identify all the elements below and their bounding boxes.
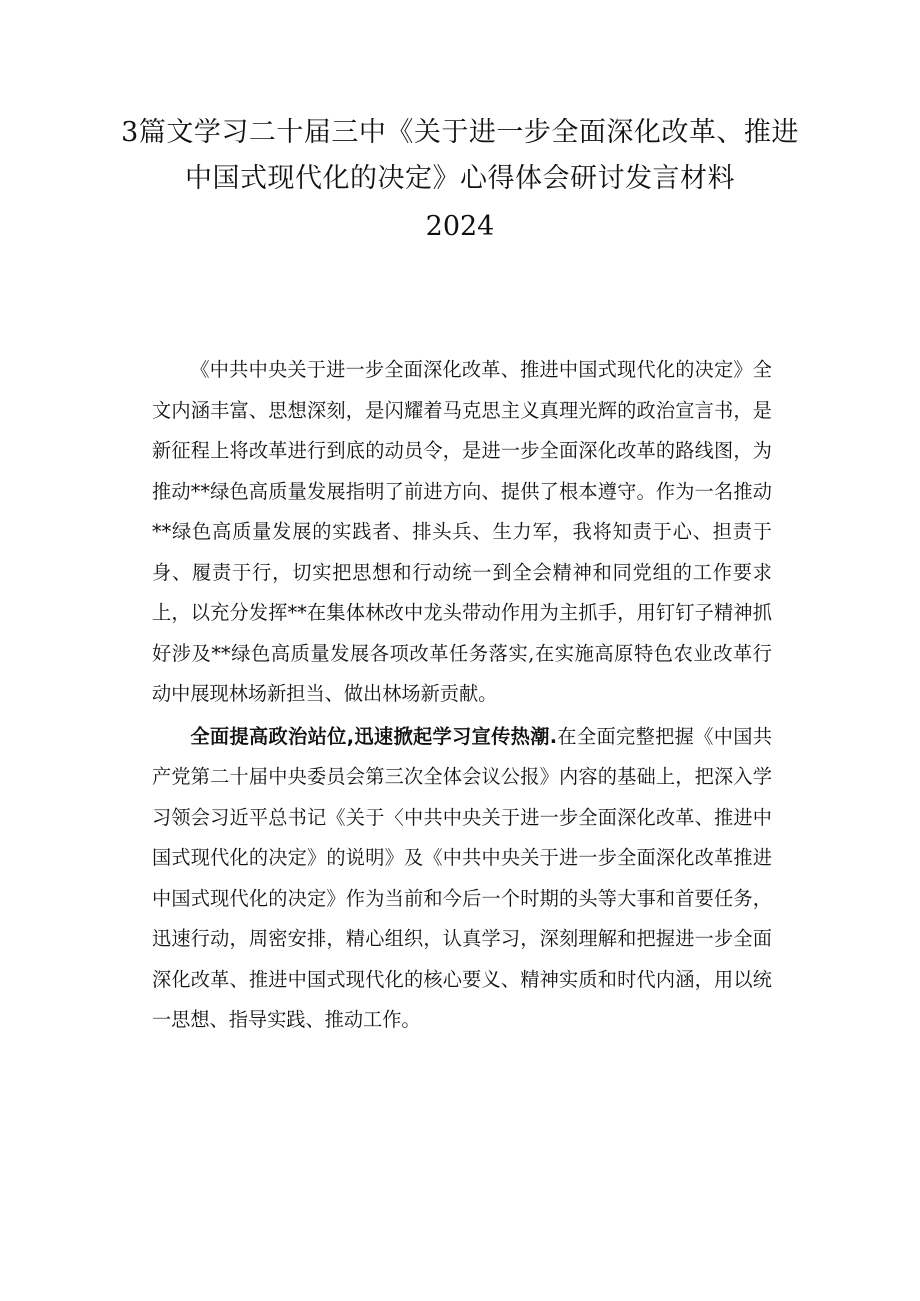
title-line-2: 中国式现代化的决定》心得体会研讨发言材料	[185, 163, 735, 194]
document-body	[152, 350, 772, 1041]
paragraph-lead: 全面提高政治站位,迅速掀起学习宣传热潮.	[190, 724, 558, 748]
paragraph-political-stance	[152, 717, 772, 1041]
paragraph-text: 《中共中央关于进一步全面深化改革、推进中国式现代化的决定》全文内涵丰富、思想深刻，是闪耀着马克思主义真理光辉的政治宣言书，是新征程上将改革进行到底的动员令，是进一步全面深化改革的路线图，为推动**绿色高质量发展指明了前进方向、提供了根本遵守。作为一名推动**绿色高质量发展的实践者、排头兵、生力军，我将知责于心、担责于身、履责于行，切实把思想和行动统一到全会精神和同党组的工作要求上，以充分发挥**在集体林改中龙头带动作用为主抓手，用钉钉子精神抓好涉及**绿色高质量发展各项改革任务落实,在实施高原特色农业改革行动中展现林场新担当、做出林场新贡献。	[152, 358, 772, 705]
title-line-1: 3篇文学习二十届三中《关于进一步全面深化改革、推进	[121, 117, 799, 148]
paragraph-intro	[152, 350, 772, 715]
paragraph-text: 在全面完整把握《中国共产党第二十届中央委员会第三次全体会议公报》内容的基础上，把深入学习领会习近平总书记《关于〈中共中央关于进一步全面深化改革、推进中国式现代化的决定》的说明》及《中共中央关于进一步全面深化改革推进中国式现代化的决定》作为当前和今后一个时期的头等大事和首要任务，迅速行动，周密安排，精心组织，认真学习，深刻理解和把握进一步全面深化改革、推进中国式现代化的核心要义、精神实质和时代内涵，用以统一思想、指导实践、推动工作。	[152, 724, 773, 1031]
document-title	[100, 110, 820, 250]
title-year: 2024	[425, 211, 495, 242]
